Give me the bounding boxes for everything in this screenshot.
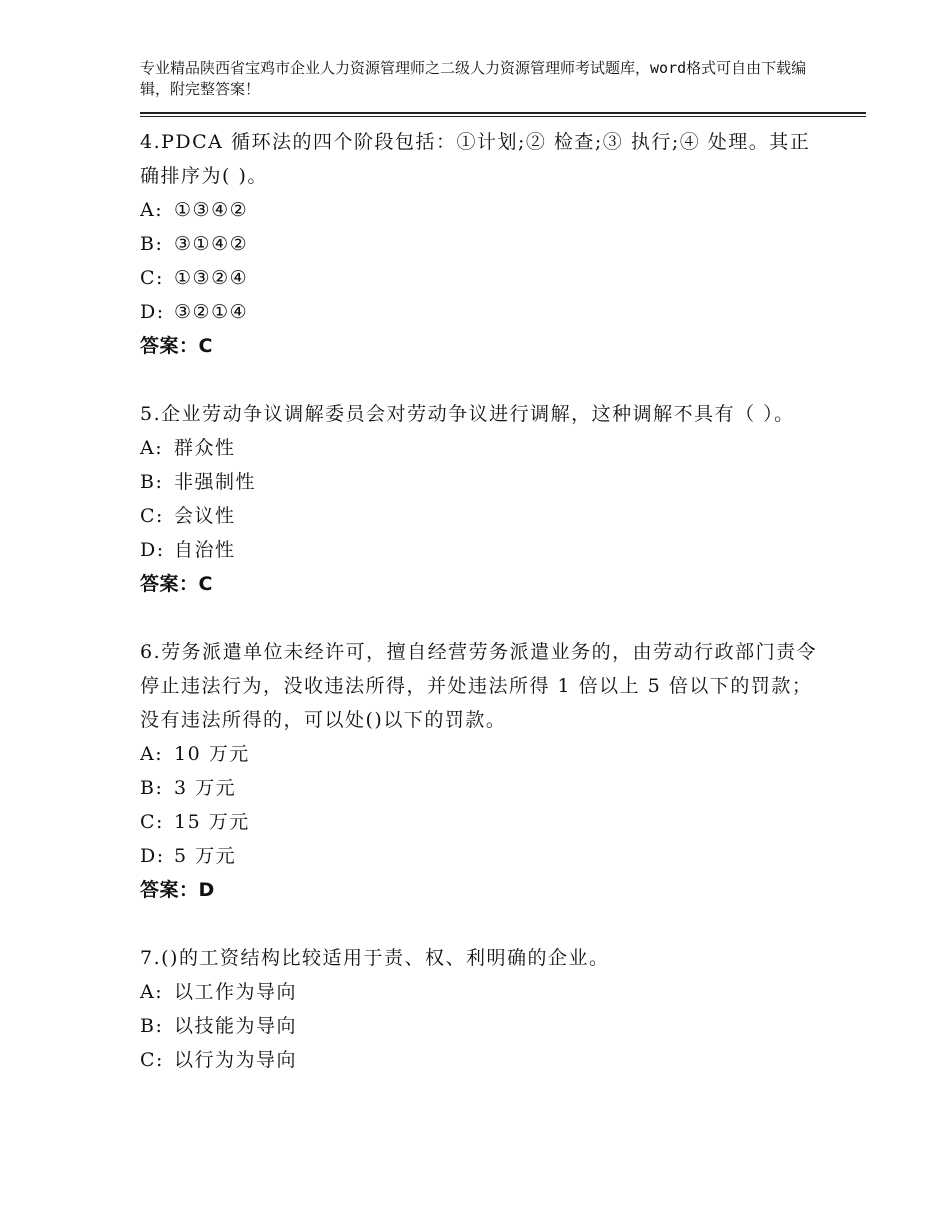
option-text: 3 万元 [174,777,237,799]
option-key: A: [140,743,164,765]
option-key: C: [140,267,164,289]
answer-label: 答案：C [140,573,213,595]
option-text: 以技能为导向 [174,1015,298,1037]
spacer [140,601,870,635]
document-header: 专业精品陕西省宝鸡市企业人力资源管理师之二级人力资源管理师考试题库，word格式可自由下载编辑，附完整答案！ [140,59,807,98]
option-c [140,1043,870,1077]
option-c [140,499,870,533]
option-text: ①③④② [174,199,249,221]
option-b [140,771,870,805]
option-d [140,295,870,329]
question-stem: 7.()的工资结构比较适用于责、权、利明确的企业。 [140,947,610,969]
option-text: 15 万元 [174,811,250,833]
option-a [140,193,870,227]
question-5 [140,397,870,601]
option-text: 自治性 [174,539,236,561]
question-stem: 4.PDCA 循环法的四个阶段包括：①计划;② 检查;③ 执行;④ 处理。其正确排序为( )。 [140,131,811,187]
option-key: A: [140,437,164,459]
option-text: 5 万元 [174,845,237,867]
option-key: B: [140,1015,164,1037]
option-text: 群众性 [174,437,236,459]
option-text: ①③②④ [174,267,249,289]
option-a [140,975,870,1009]
header-divider [140,112,866,117]
question-4 [140,125,870,363]
option-key: B: [140,777,164,799]
spacer [140,907,870,941]
option-text: 以工作为导向 [174,981,298,1003]
option-key: A: [140,981,164,1003]
option-text: 10 万元 [174,743,250,765]
option-text: 会议性 [174,505,236,527]
option-a [140,737,870,771]
option-key: D: [140,539,165,561]
option-text: ③②①④ [174,301,249,323]
document-page [140,58,870,1077]
question-6 [140,635,870,907]
option-key: C: [140,1049,164,1071]
question-stem: 5.企业劳动争议调解委员会对劳动争议进行调解，这种调解不具有（ ）。 [140,403,795,425]
option-c [140,805,870,839]
option-a [140,431,870,465]
option-key: D: [140,301,165,323]
option-key: D: [140,845,165,867]
option-b [140,227,870,261]
option-key: C: [140,811,164,833]
option-text: 以行为为导向 [174,1049,298,1071]
spacer [140,363,870,397]
option-d [140,533,870,567]
answer-label: 答案：D [140,879,215,901]
option-key: C: [140,505,164,527]
option-d [140,839,870,873]
option-c [140,261,870,295]
option-text: ③①④② [174,233,249,255]
option-text: 非强制性 [174,471,257,493]
option-b [140,465,870,499]
answer-label: 答案：C [140,335,213,357]
option-key: B: [140,233,164,255]
question-7 [140,941,870,1077]
option-key: A: [140,199,164,221]
question-stem: 6.劳务派遣单位未经许可，擅自经营劳务派遣业务的，由劳动行政部门责令停止违法行为，没收违法所得，并处违法所得 1 倍以上 5 倍以下的罚款；没有违法所得的，可以处()以下的罚款。 [140,641,818,731]
option-key: B: [140,471,164,493]
option-b [140,1009,870,1043]
